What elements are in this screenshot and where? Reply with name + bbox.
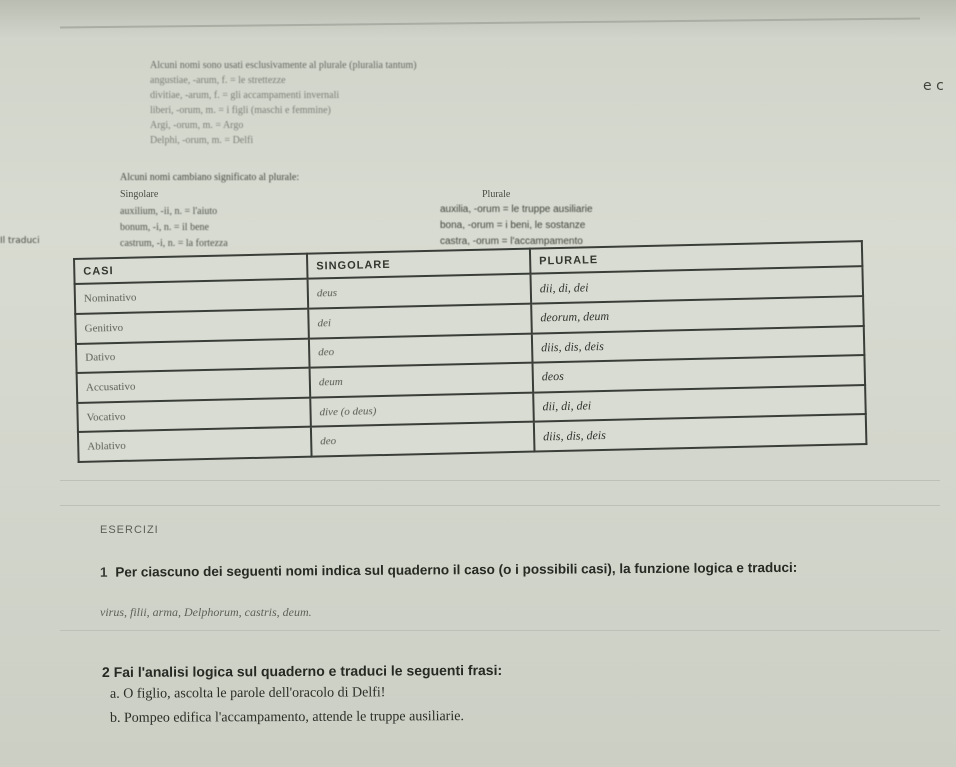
exercise-1-words: virus, filii, arma, Delphorum, castris, deum. <box>100 605 312 619</box>
exercise-2-number: 2 <box>101 664 110 681</box>
case-cell: Ablativo <box>78 427 312 462</box>
plural-cell: deos <box>532 355 865 392</box>
ruled-line <box>60 480 940 481</box>
col-singolare: Singolare <box>120 189 159 200</box>
meaning-title: Alcuni nomi cambiano significato al plurale: <box>120 172 300 183</box>
plural-cell: diis, dis, deis <box>534 414 867 451</box>
case-cell: Dativo <box>76 338 310 373</box>
singular-cell: deum <box>310 363 534 398</box>
sentence-letter: a. <box>109 686 120 702</box>
pair-plural: auxilia, -orum = le truppe ausiliarie <box>440 204 593 215</box>
singular-cell: dei <box>308 304 532 339</box>
exercise-1 <box>100 557 890 583</box>
pair-plural: castra, -orum = l'accampamento <box>440 236 583 247</box>
intro-line: divitiae, -arum, f. = gli accampamenti invernali <box>150 90 340 101</box>
singular-cell: dive (o deus) <box>310 392 534 427</box>
sentence-letter: b. <box>109 710 121 726</box>
case-cell: Accusativo <box>77 368 311 403</box>
pluralia-tantum-list <box>150 60 710 150</box>
intro-line: angustiae, -arum, f. = le strettezze <box>150 75 286 86</box>
singular-cell: deo <box>309 333 533 368</box>
intro-line: liberi, -orum, m. = i figli (maschi e femmine) <box>150 105 331 116</box>
pair-singular: castrum, -i, n. = la fortezza <box>120 238 228 249</box>
intro-line: Argi, -orum, m. = Argo <box>150 120 244 131</box>
case-cell: Genitivo <box>75 309 309 344</box>
side-label: Il traduci <box>0 236 40 246</box>
case-cell: Nominativo <box>75 279 309 314</box>
intro-line: Alcuni nomi sono usati esclusivamente al plurale (pluralia tantum) <box>150 60 417 71</box>
singular-cell: deus <box>308 274 532 309</box>
pair-plural: bona, -orum = i beni, le sostanze <box>440 220 586 231</box>
intro-line: Delphi, -orum, m. = Delfi <box>150 135 254 146</box>
header-singolare: SINGOLARE <box>307 249 531 279</box>
sentence-b <box>110 709 464 727</box>
exercise-1-text: Per ciascuno dei seguenti nomi indica sul quaderno il caso (o i possibili casi), la funzione logica e traduci: <box>115 559 798 580</box>
case-cell: Vocativo <box>77 397 311 432</box>
sentence-a <box>110 685 386 702</box>
plural-cell: dii, di, dei <box>530 266 863 303</box>
pair-singular: auxilium, -ii, n. = l'aiuto <box>120 206 218 217</box>
pair-singular: bonum, -i, n. = il bene <box>120 222 209 233</box>
exercise-2 <box>102 662 502 680</box>
singular-cell: deo <box>311 422 535 457</box>
header-plurale: PLURALE <box>530 241 862 274</box>
header-casi: CASI <box>74 254 308 285</box>
margin-marks: e c <box>923 78 944 94</box>
exercise-2-text: Fai l'analisi logica sul quaderno e traduci le seguenti frasi: <box>113 661 503 680</box>
ruled-line <box>60 630 940 631</box>
plural-cell: deorum, deum <box>531 296 864 333</box>
plural-cell: dii, di, dei <box>533 385 866 422</box>
exercise-1-number: 1 <box>99 564 108 580</box>
esercizi-heading: ESERCIZI <box>100 524 159 536</box>
sentence-text: O figlio, ascolta le parole dell'oracolo di Delfi! <box>123 685 386 702</box>
ruled-line <box>60 505 940 506</box>
sentence-text: Pompeo edifica l'accampamento, attende le truppe ausiliarie. <box>123 709 464 726</box>
deus-declension-table <box>73 240 867 463</box>
col-plurale: Plurale <box>482 189 511 200</box>
plural-cell: diis, dis, deis <box>532 326 865 363</box>
